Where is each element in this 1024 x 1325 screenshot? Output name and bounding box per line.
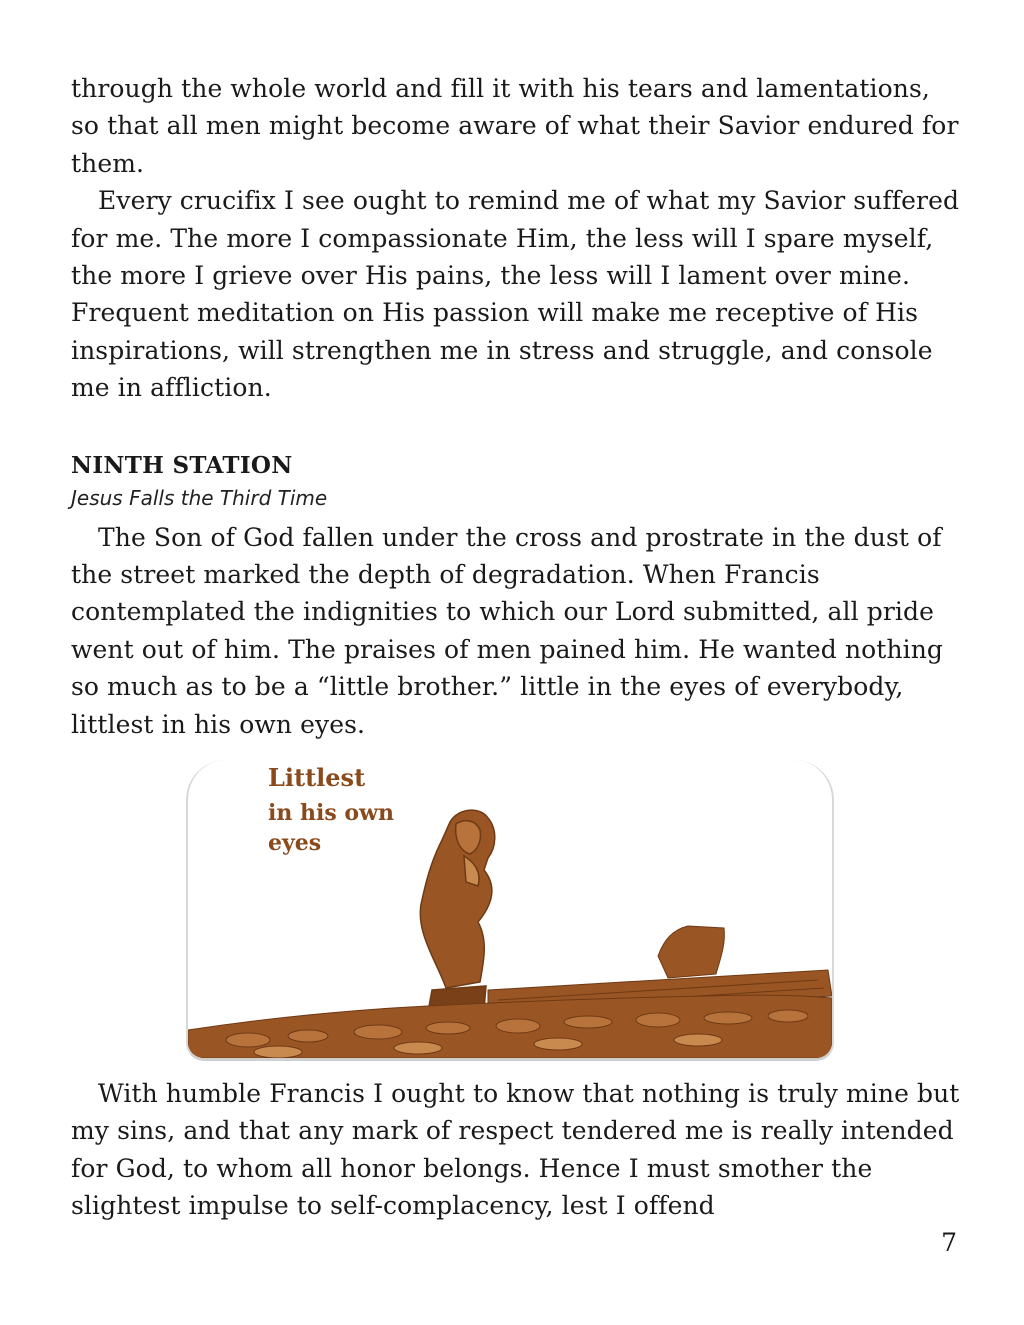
caption-line-3: eyes (268, 830, 322, 856)
paragraph-humble-francis: With humble Francis I ought to know that nothing is truly mine but my sins, and that any mark of respect tendered me is really intended for God, to whom all honor belongs. Hence I must smother the slightest impulse to self-complacency, lest I offend (71, 1079, 960, 1221)
paragraph-crucifix: Every crucifix I see ought to remind me of what my Savior suffered for me. The more I compassionate Him, the less will I spare myself, the more I grieve over His pains, the less will I lament over mine. Frequent meditation on His passion will make me receptive of His inspirations, will strengthen me in stress and struggle, and console me in affliction. (71, 186, 960, 403)
paragraph-station: The Son of God fallen under the cross and prostrate in the dust of the street marked the depth of degradation. When Francis contemplated the indignities to which our Lord submitted, all pride went out of him. The praises of men pained him. He wanted nothing so much as to be a “little brother.” little in the eyes of everybody, littlest in his own eyes. (71, 522, 944, 739)
paragraph-continued: through the whole world and fill it with his tears and lamentations, so that all men might become aware of what their Savior endured for them. (71, 74, 959, 178)
illustration (186, 760, 834, 1061)
friar-figure (420, 810, 494, 1012)
page-body-lower (71, 1075, 961, 1225)
page-number: 7 (941, 1228, 957, 1257)
illustration-drawing (188, 760, 832, 1058)
caption-line-1: Littlest (268, 763, 366, 792)
stone-ground (188, 995, 832, 1058)
station-subheading: Jesus Falls the Third Time (71, 485, 328, 510)
page-body (71, 70, 961, 743)
caption-line-2: in his own (268, 800, 395, 826)
station-heading: NINTH STATION (71, 451, 293, 479)
